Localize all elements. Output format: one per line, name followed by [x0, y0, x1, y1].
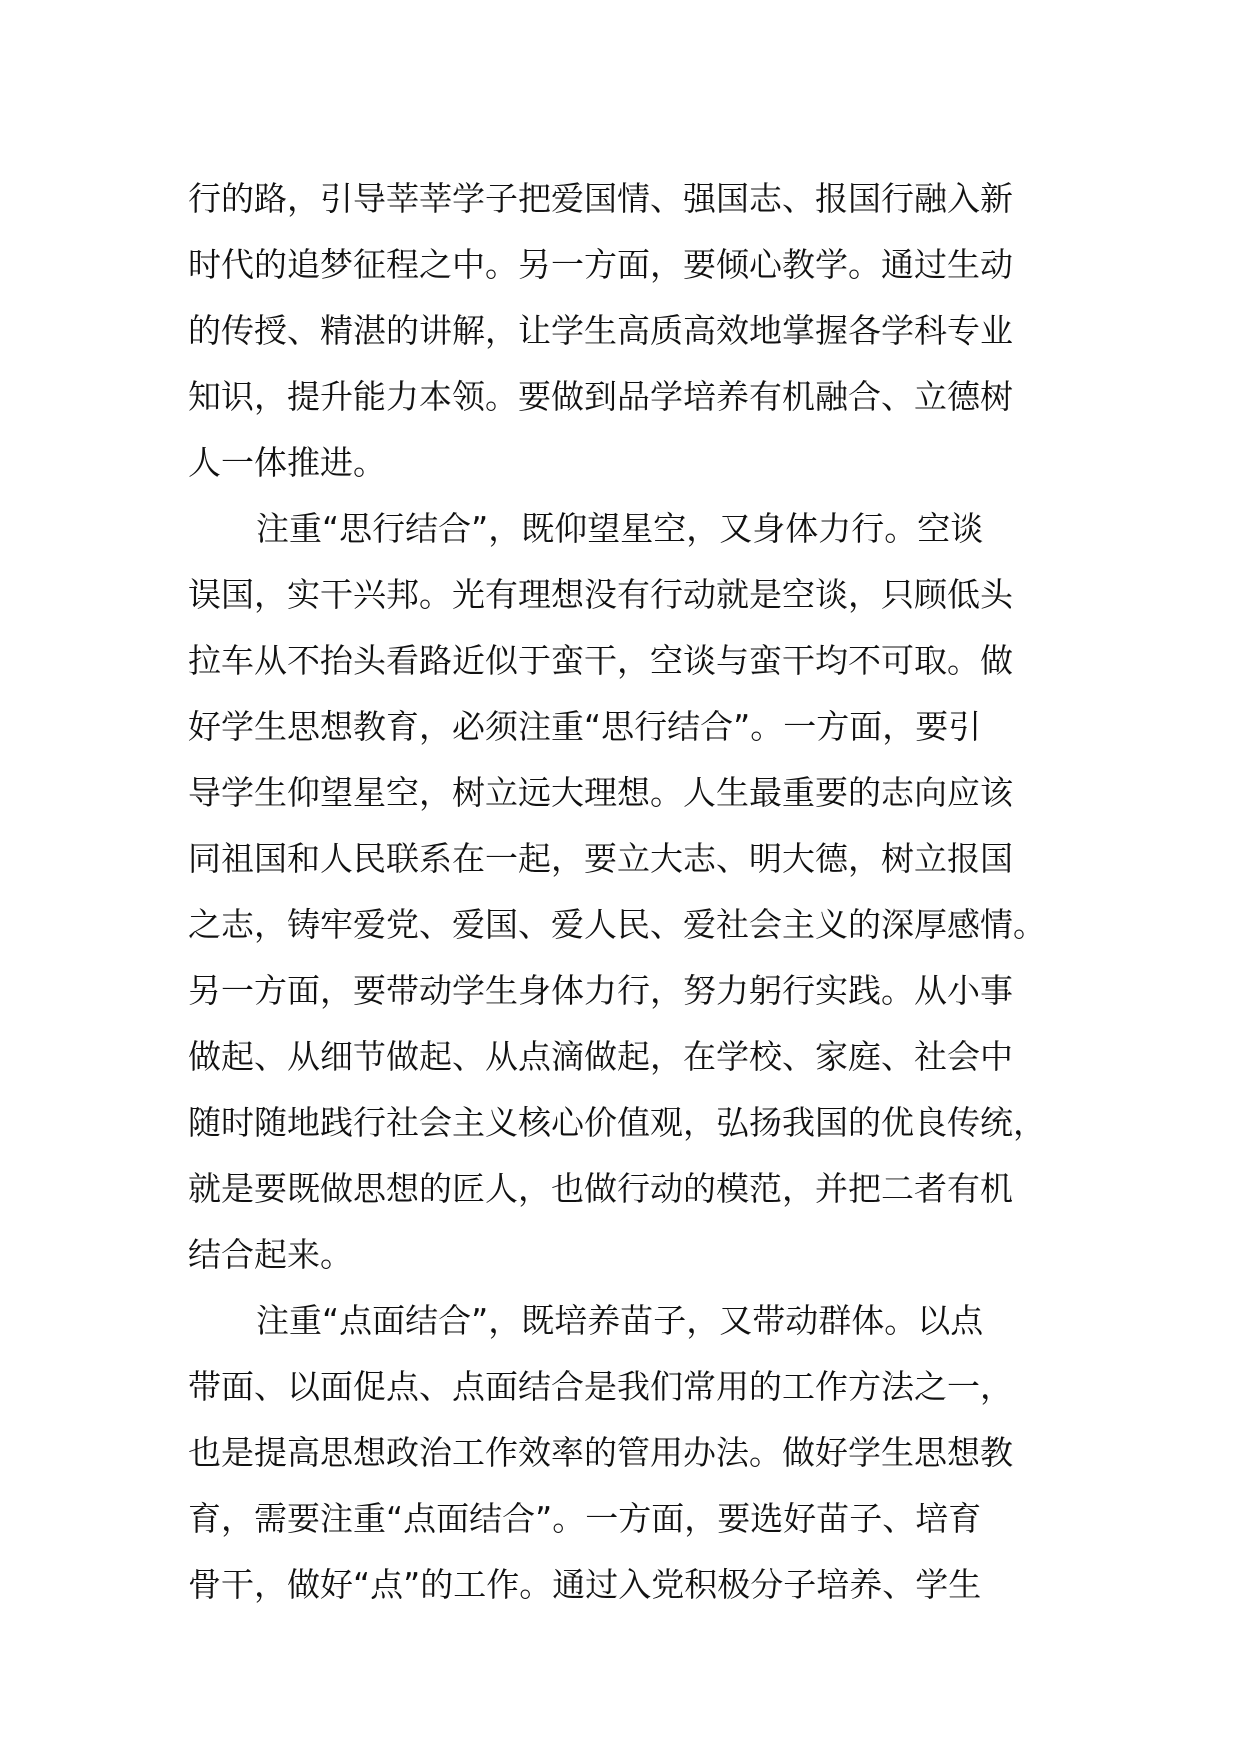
text-line: 知识，提升能力本领。要做到品学培养有机融合、立德树 — [188, 377, 1013, 416]
text-line: 人一体推进。 — [188, 443, 386, 482]
text-line: 带面、以面促点、点面结合是我们常用的工作方法之一， — [188, 1367, 1013, 1406]
section-heading-line: 注重“点面结合”，既培养苗子，又带动群体。以点 — [256, 1301, 984, 1340]
section-heading-line: 注重“思行结合”，既仰望星空，又身体力行。空谈 — [256, 509, 984, 548]
body-text — [188, 166, 1068, 1618]
text-line: 误国，实干兴邦。光有理想没有行动就是空谈，只顾低头 — [188, 575, 1013, 614]
text-line: 另一方面，要带动学生身体力行，努力躬行实践。从小事 — [188, 971, 1013, 1010]
text-line: 做起、从细节做起、从点滴做起，在学校、家庭、社会中 — [188, 1037, 1013, 1076]
text-line: 导学生仰望星空，树立远大理想。人生最重要的志向应该 — [188, 773, 1013, 812]
text-line: 时代的追梦征程之中。另一方面，要倾心教学。通过生动 — [188, 245, 1013, 284]
text-line: 同祖国和人民联系在一起，要立大志、明大德，树立报国 — [188, 839, 1013, 878]
text-line: 育，需要注重“点面结合”。一方面，要选好苗子、培育 — [188, 1499, 982, 1538]
text-line: 骨干，做好“点”的工作。通过入党积极分子培养、学生 — [188, 1565, 982, 1604]
text-line: 的传授、精湛的讲解，让学生高质高效地掌握各学科专业 — [188, 311, 1013, 350]
text-line: 好学生思想教育，必须注重“思行结合”。一方面，要引 — [188, 707, 982, 746]
text-line: 行的路，引导莘莘学子把爱国情、强国志、报国行融入新 — [188, 179, 1013, 218]
text-line: 之志，铸牢爱党、爱国、爱人民、爱社会主义的深厚感情。 — [188, 905, 1046, 944]
text-line: 随时随地践行社会主义核心价值观，弘扬我国的优良传统， — [188, 1103, 1046, 1142]
text-line: 就是要既做思想的匠人，也做行动的模范，并把二者有机 — [188, 1169, 1013, 1208]
text-line: 也是提高思想政治工作效率的管用办法。做好学生思想教 — [188, 1433, 1013, 1472]
text-line: 拉车从不抬头看路近似于蛮干，空谈与蛮干均不可取。做 — [188, 641, 1013, 680]
text-line: 结合起来。 — [188, 1235, 353, 1274]
